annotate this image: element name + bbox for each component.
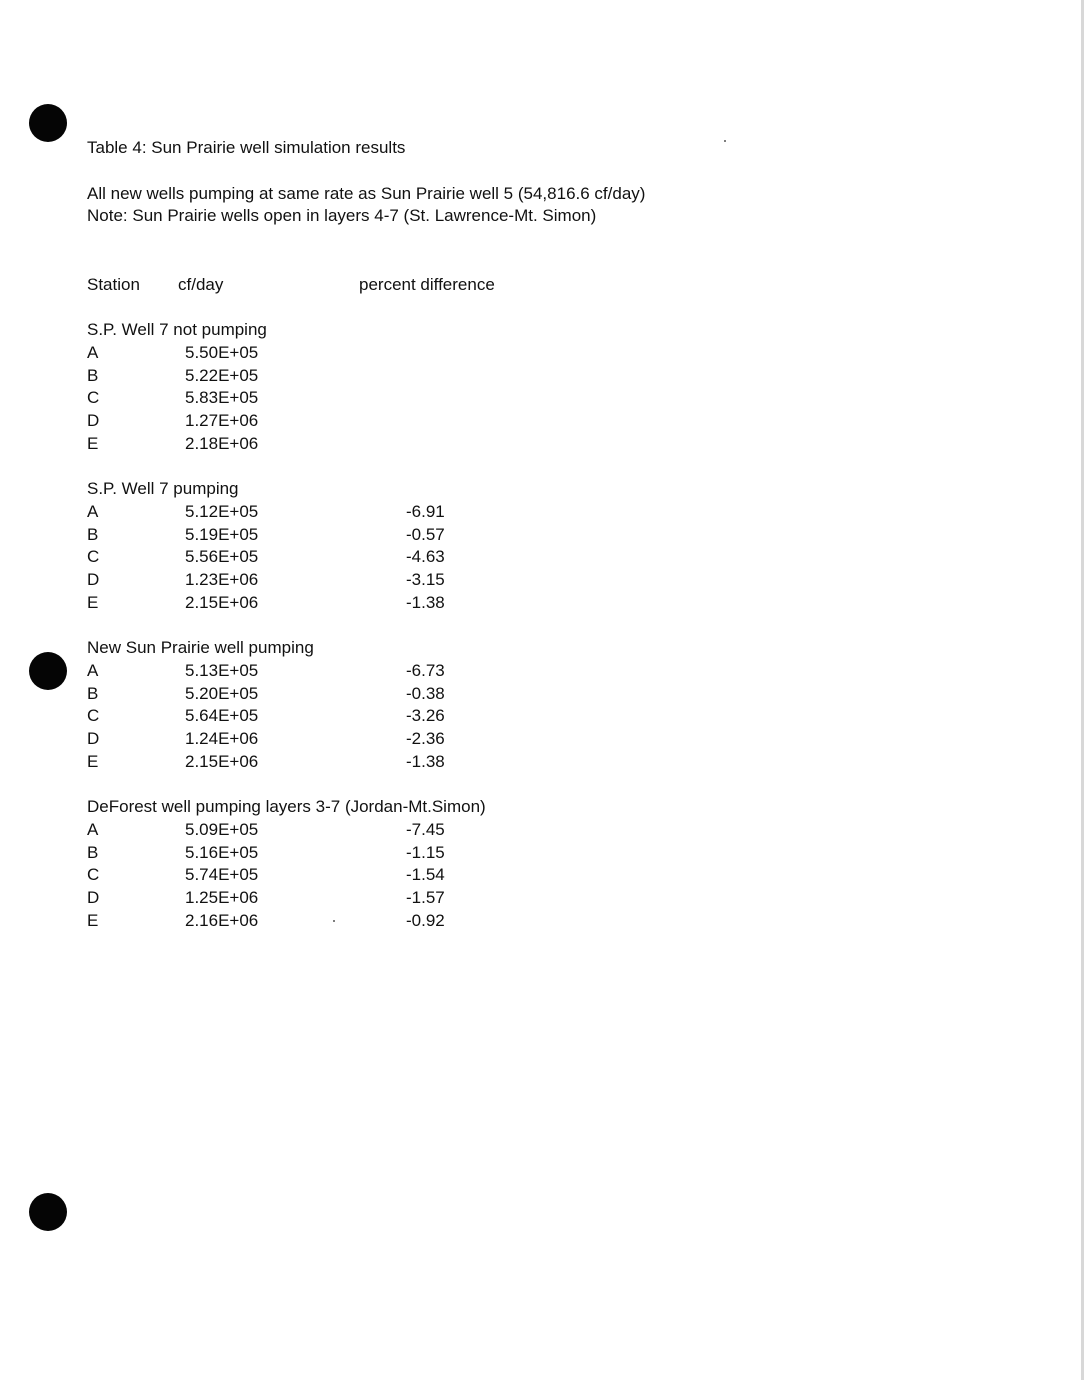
- percent-cell: -0.38: [406, 684, 445, 703]
- percent-cell: -1.15: [406, 843, 445, 862]
- percent-cell: -0.57: [406, 525, 445, 544]
- station-cell: B: [87, 366, 99, 385]
- percent-cell: -2.36: [406, 729, 445, 748]
- flow-cell: 2.15E+06: [185, 752, 259, 771]
- flow-cell: 5.13E+05: [185, 661, 259, 680]
- column-header-percent: percent difference: [359, 275, 495, 294]
- station-cell: B: [87, 843, 99, 862]
- station-cell: E: [87, 752, 99, 771]
- station-cell: D: [87, 570, 100, 589]
- binder-hole-middle: [29, 652, 67, 690]
- percent-cell: -3.26: [406, 706, 445, 725]
- section-label: S.P. Well 7 not pumping: [87, 320, 267, 339]
- scan-speck: [333, 920, 335, 922]
- binder-hole-bottom: [29, 1193, 67, 1231]
- note-line: All new wells pumping at same rate as Sun Prairie well 5 (54,816.6 cf/day): [87, 184, 646, 203]
- percent-cell: -1.54: [406, 865, 445, 884]
- station-cell: C: [87, 547, 100, 566]
- flow-cell: 1.23E+06: [185, 570, 259, 589]
- flow-cell: 5.16E+05: [185, 843, 259, 862]
- flow-cell: 1.25E+06: [185, 888, 259, 907]
- flow-cell: 5.19E+05: [185, 525, 259, 544]
- station-cell: A: [87, 820, 99, 839]
- column-header-station: Station: [87, 275, 140, 294]
- flow-cell: 5.50E+05: [185, 343, 259, 362]
- flow-cell: 1.27E+06: [185, 411, 259, 430]
- percent-cell: -1.57: [406, 888, 445, 907]
- flow-cell: 5.74E+05: [185, 865, 259, 884]
- station-cell: E: [87, 593, 99, 612]
- station-cell: C: [87, 706, 100, 725]
- flow-cell: 1.24E+06: [185, 729, 259, 748]
- station-cell: E: [87, 434, 99, 453]
- flow-cell: 5.56E+05: [185, 547, 259, 566]
- flow-cell: 5.20E+05: [185, 684, 259, 703]
- percent-cell: -6.91: [406, 502, 445, 521]
- station-cell: A: [87, 502, 99, 521]
- section-label: New Sun Prairie well pumping: [87, 638, 314, 657]
- flow-cell: 5.22E+05: [185, 366, 259, 385]
- flow-cell: 2.15E+06: [185, 593, 259, 612]
- percent-cell: -7.45: [406, 820, 445, 839]
- flow-cell: 5.83E+05: [185, 388, 259, 407]
- section-label: S.P. Well 7 pumping: [87, 479, 239, 498]
- percent-cell: -1.38: [406, 593, 445, 612]
- flow-cell: 5.64E+05: [185, 706, 259, 725]
- table-title: Table 4: Sun Prairie well simulation results: [87, 138, 406, 157]
- station-cell: D: [87, 729, 100, 748]
- station-cell: C: [87, 865, 100, 884]
- station-cell: B: [87, 684, 99, 703]
- column-header-flow: cf/day: [178, 275, 224, 294]
- percent-cell: -0.92: [406, 911, 445, 930]
- station-cell: D: [87, 888, 100, 907]
- scan-speck: [724, 140, 726, 142]
- binder-hole-top: [29, 104, 67, 142]
- flow-cell: 5.12E+05: [185, 502, 259, 521]
- note-line: Note: Sun Prairie wells open in layers 4-7 (St. Lawrence-Mt. Simon): [87, 206, 597, 225]
- flow-cell: 2.16E+06: [185, 911, 259, 930]
- station-cell: E: [87, 911, 99, 930]
- section-label: DeForest well pumping layers 3-7 (Jordan-Mt.Simon): [87, 797, 486, 816]
- station-cell: A: [87, 661, 99, 680]
- flow-cell: 5.09E+05: [185, 820, 259, 839]
- station-cell: A: [87, 343, 99, 362]
- percent-cell: -6.73: [406, 661, 445, 680]
- station-cell: C: [87, 388, 100, 407]
- percent-cell: -4.63: [406, 547, 445, 566]
- flow-cell: 2.18E+06: [185, 434, 259, 453]
- percent-cell: -3.15: [406, 570, 445, 589]
- station-cell: B: [87, 525, 99, 544]
- percent-cell: -1.38: [406, 752, 445, 771]
- station-cell: D: [87, 411, 100, 430]
